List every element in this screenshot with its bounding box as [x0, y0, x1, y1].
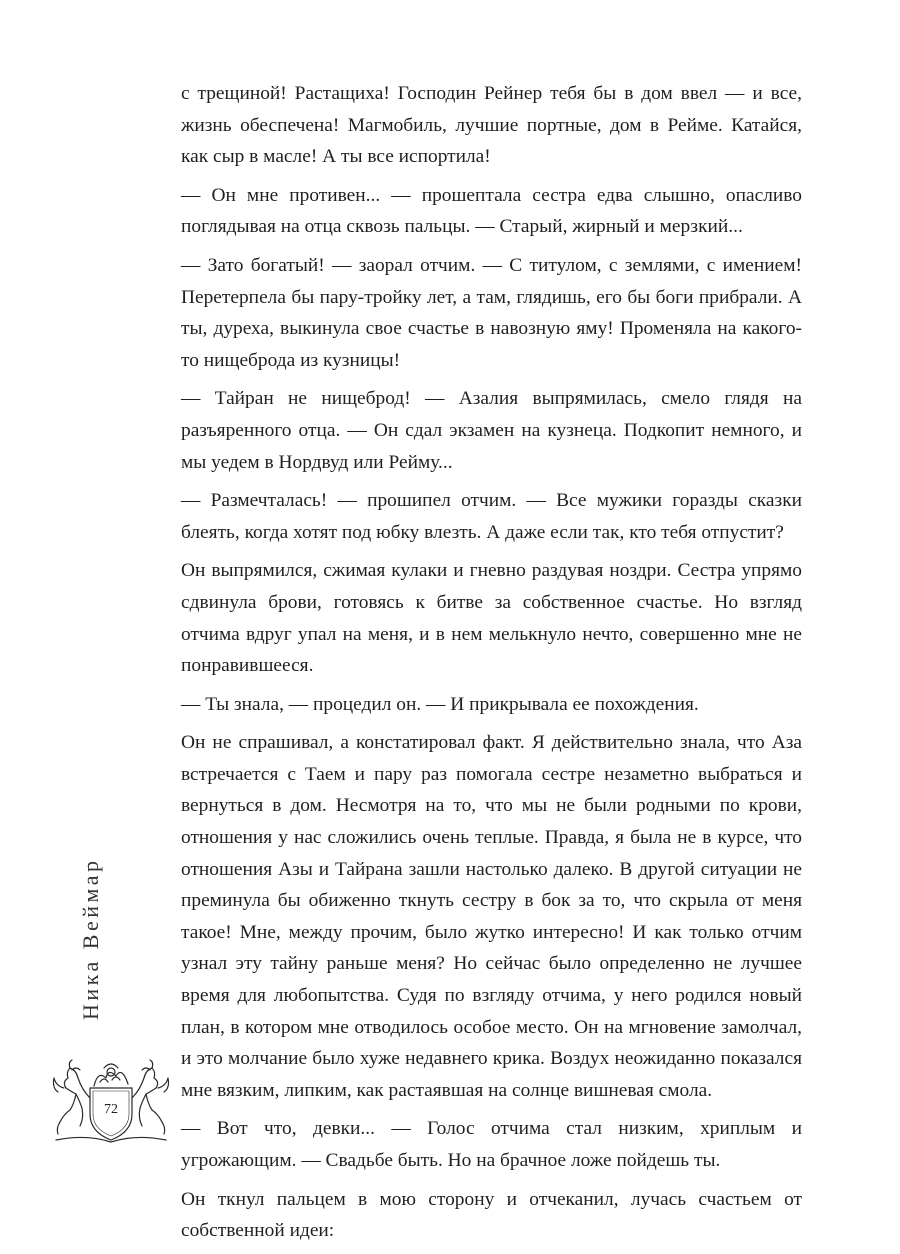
paragraph: — Зато богатый! — заорал отчим. — С титулом, с землями, с имением! Перетерпела бы пару-тройку лет, а там, глядишь, его бы боги прибрали. А ты, дуреха, выкинула свое счастье в навозную яму! Променяла на какого-то нищеброда из кузницы!: [181, 254, 802, 371]
paragraph: — Вот что, девки... — Голос отчима стал низким, хриплым и угрожающим. — Свадьбе быть. Но на брачное ложе пойдешь ты.: [181, 1118, 802, 1171]
paragraph: — Ты знала, — процедил он. — И прикрывала ее похождения.: [181, 693, 699, 715]
author-running-head: Ника Веймар: [78, 857, 103, 1020]
body-text: [181, 78, 802, 1254]
paragraph: — Тайран не нищеброд! — Азалия выпрямилась, смело глядя на разъяренного отца. — Он сдал экзамен на кузнеца. Подкопит немного, и мы уедем в Нордвуд или Рейму...: [181, 388, 802, 473]
paragraph: Он не спрашивал, а констатировал факт. Я действительно знала, что Аза встречается с Таем и пару раз помогала сестре незаметно выбраться и вернуться в дом. Несмотря на то, что мы не были родными по крови, отношения у нас сложились очень теплые. Правда, я была не в курсе, что отношения Азы и Тайрана зашли настолько далеко. В другой ситуации не преминула бы обиженно ткнуть сестру в бок за то, что скрыла от меня такое! Мне, между прочим, было жутко интересно! И как только отчим узнал эту тайну раньше меня? Но сейчас было определенно не лучшее время для любопытства. Судя по взгляду отчима, у него родился новый план, в котором мне отводилось особое место. Он на мгновение замолчал, и это молчание было хуже недавнего крика. Воздух неожиданно показался мне вязким, липким, как растаявшая на солнце вишневая смола.: [181, 732, 802, 1101]
paragraph: с трещиной! Растащиха! Господин Рейнер тебя бы в дом ввел — и все, жизнь обеспечена! Магмобиль, лучшие портные, дом в Рейме. Катайся, как сыр в масле! А ты все испортила!: [181, 83, 802, 168]
paragraph: — Размечталась! — прошипел отчим. — Все мужики горазды сказки блеять, когда хотят под юбку влезть. А даже если так, кто тебя отпустит?: [181, 490, 802, 543]
page-number: 72: [104, 1102, 118, 1117]
paragraph: Он выпрямился, сжимая кулаки и гневно раздувая ноздри. Сестра упрямо сдвинула брови, готовясь к битве за собственное счастье. Но взгляд отчима вдруг упал на меня, и в нем мелькнуло нечто, совершенно мне не понравившееся.: [181, 560, 802, 677]
paragraph: — Он мне противен... — прошептала сестра едва слышно, опасливо поглядывая на отца сквозь пальцы. — Старый, жирный и мерзкий...: [181, 184, 802, 238]
heraldic-crest-icon: [46, 1048, 176, 1148]
paragraph: Он ткнул пальцем в мою сторону и отчеканил, лучась счастьем от собственной идеи:: [181, 1188, 802, 1242]
